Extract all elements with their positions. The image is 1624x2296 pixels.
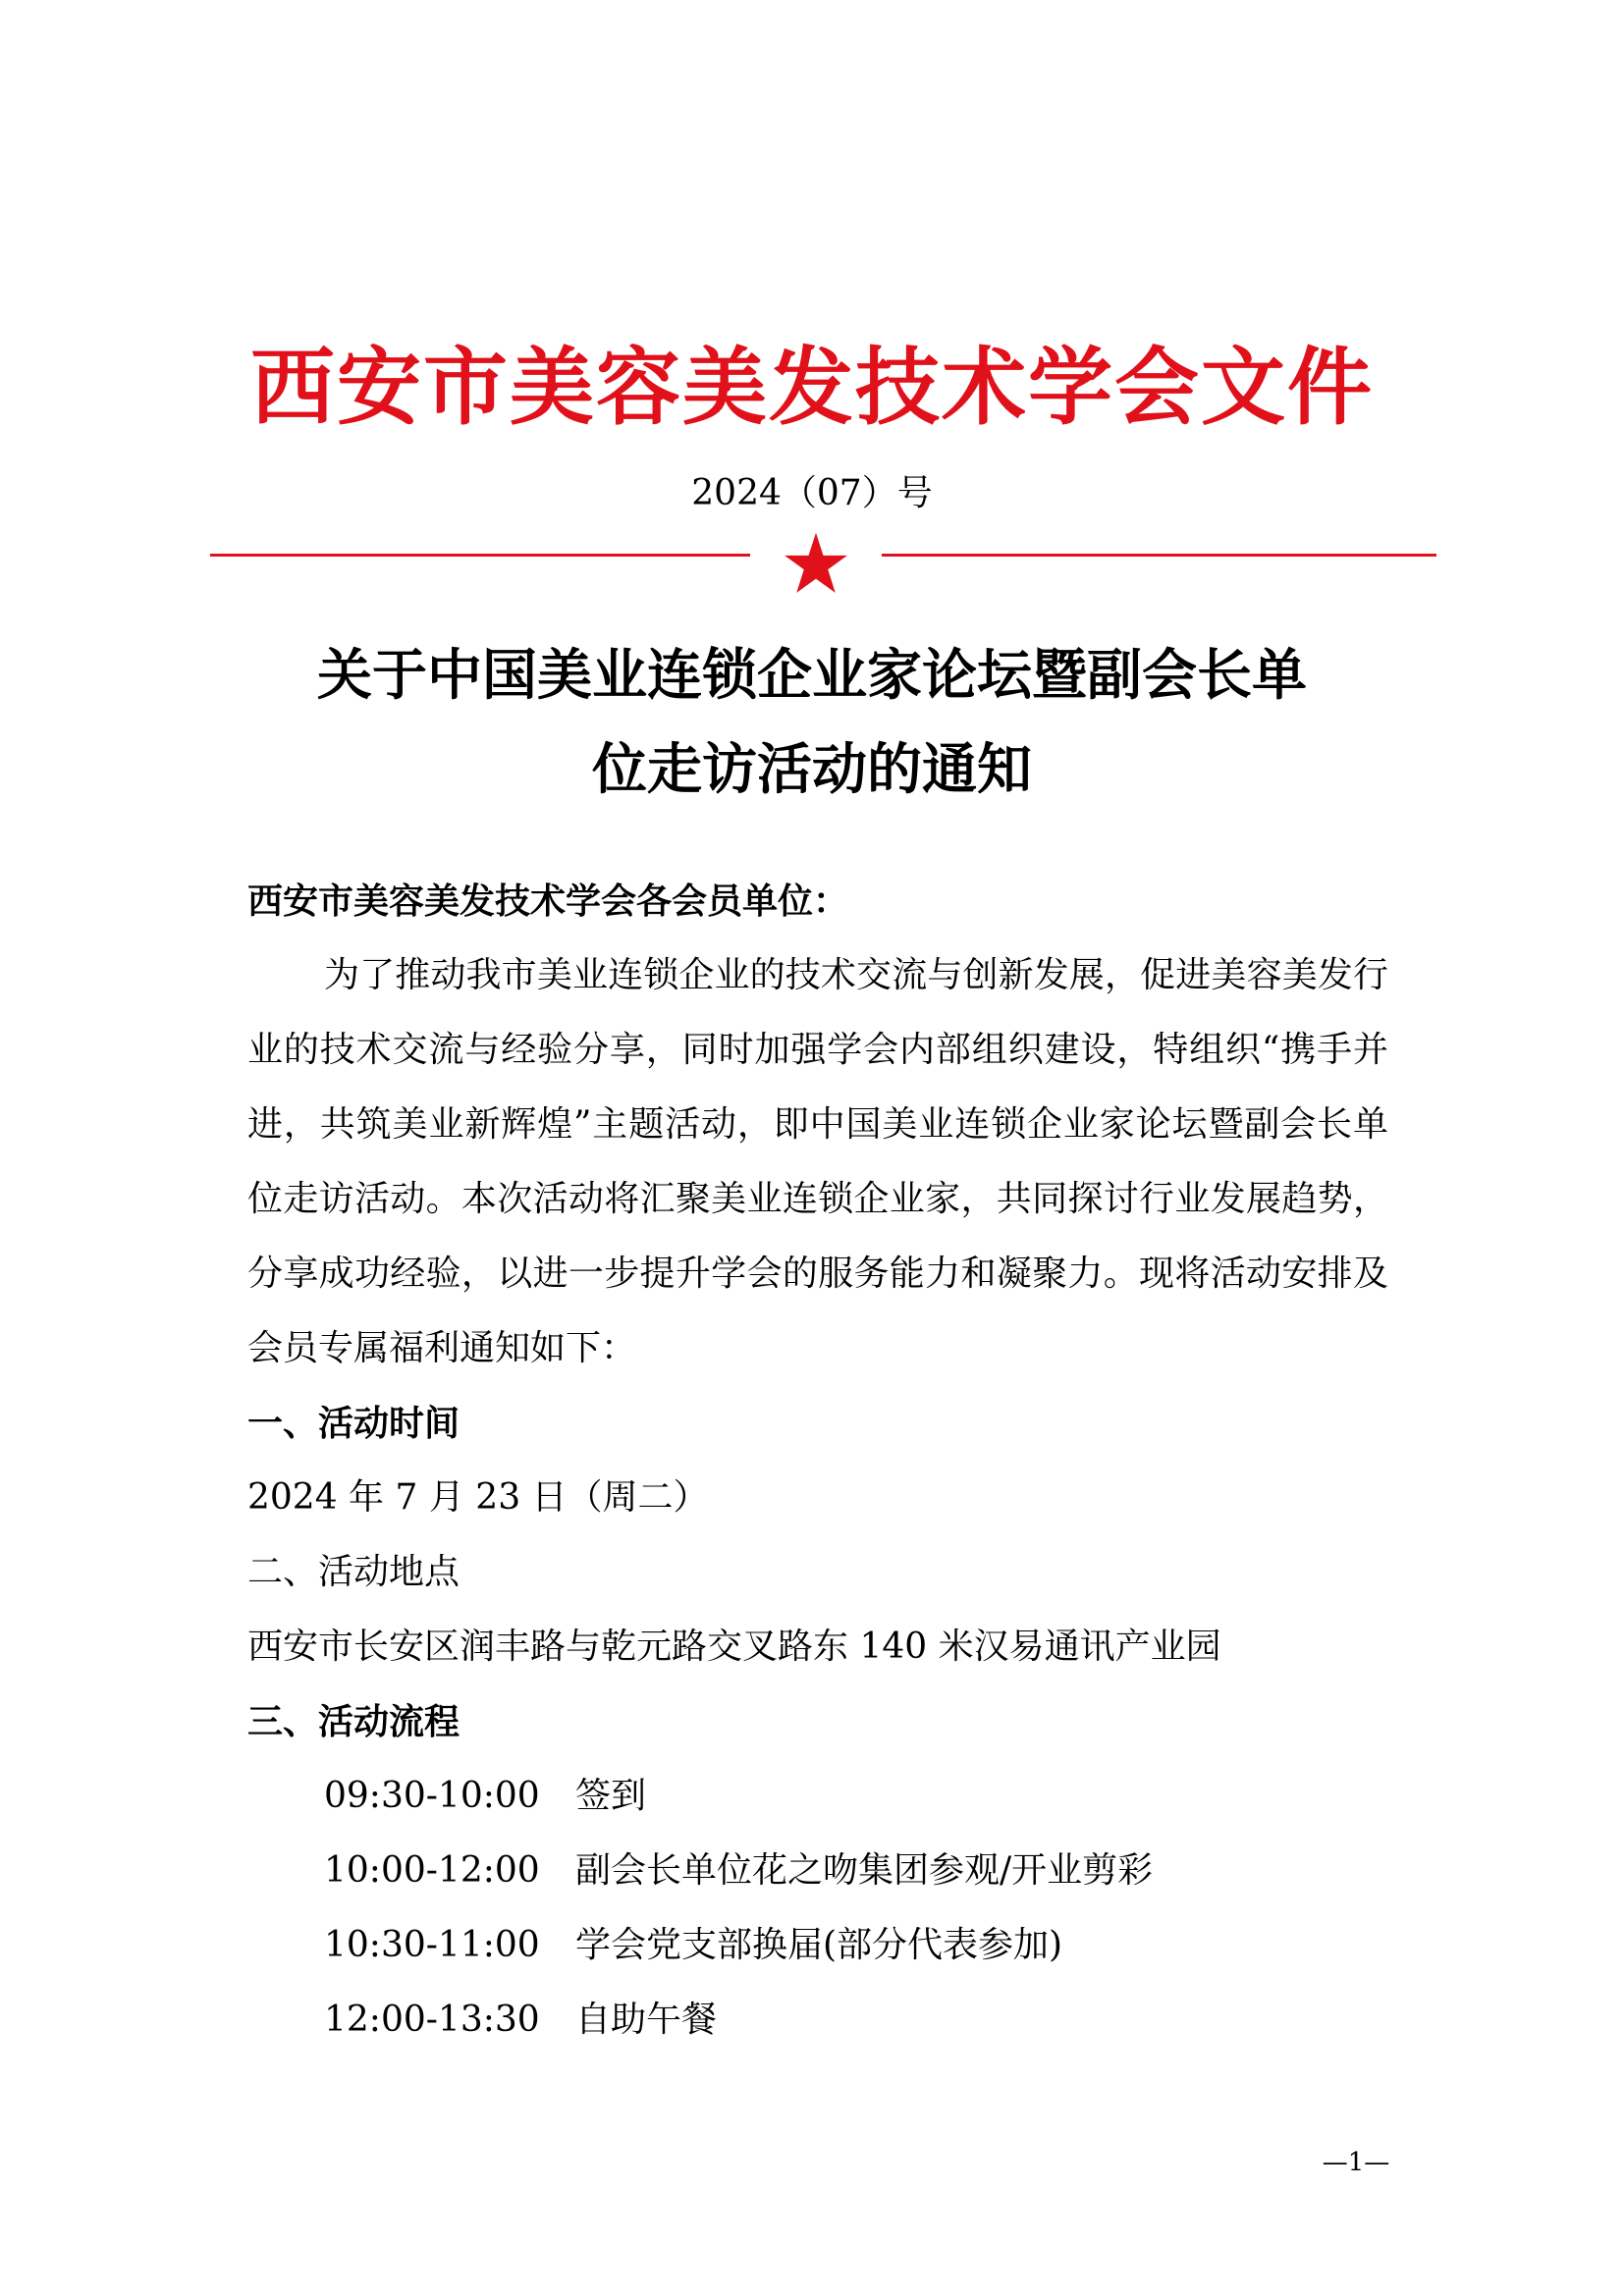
notice-title-line1: 关于中国美业连锁企业家论坛暨副会长单 xyxy=(317,643,1307,708)
schedule-row xyxy=(247,1759,1388,1834)
intro-paragraph: 为了推动我市美业连锁企业的技术交流与创新发展，促进美容美发行业的技术交流与经验分享，同时加强学会内部组织建设，特组织“携手并进，共筑美业新辉煌”主题活动，即中国美业连锁企业家论坛暨副会长单位走访活动。本次活动将汇聚美业连锁企业家，共同探讨行业发展趋势，分享成功经验，以进一步提升学会的服务能力和凝聚力。现将活动安排及会员专属福利通知如下： xyxy=(247,955,1388,1368)
document-header-title: 西安市美容美发技术学会文件 xyxy=(250,338,1374,437)
salutation: 西安市美容美发技术学会各会员单位： xyxy=(247,881,849,922)
page-number: —1— xyxy=(1322,2148,1390,2177)
schedule-item: 学会党支部换届(部分代表参加) xyxy=(575,1925,1063,1965)
header-divider-right xyxy=(882,554,1436,557)
notice-title xyxy=(0,628,1624,817)
section-heading-location: 二、活动地点 xyxy=(247,1552,460,1592)
schedule-item: 副会长单位花之吻集团参观/开业剪彩 xyxy=(575,1850,1154,1891)
schedule-time: 12:00-13:30 xyxy=(324,2000,540,2040)
event-location: 西安市长安区润丰路与乾元路交叉路东 140 米汉易通讯产业园 xyxy=(247,1627,1221,1667)
section-heading-schedule: 三、活动流程 xyxy=(247,1701,460,1742)
schedule-time: 10:30-11:00 xyxy=(324,1925,540,1965)
document-body xyxy=(247,864,1388,2057)
schedule-item: 自助午餐 xyxy=(575,2000,718,2040)
star-icon xyxy=(783,530,849,597)
document-number: 2024（07）号 xyxy=(691,473,933,513)
header-divider-left xyxy=(210,554,750,557)
event-date: 2024 年 7 月 23 日（周二） xyxy=(247,1477,709,1518)
schedule-time: 09:30-10:00 xyxy=(324,1776,540,1816)
schedule-time: 10:00-12:00 xyxy=(324,1850,540,1891)
schedule-row xyxy=(247,1983,1388,2057)
section-heading-time: 一、活动时间 xyxy=(247,1403,460,1444)
schedule-row xyxy=(247,1834,1388,1908)
notice-title-line2: 位走访活动的通知 xyxy=(592,737,1032,802)
schedule-row xyxy=(247,1908,1388,1983)
schedule-list xyxy=(247,1759,1388,2057)
schedule-item: 签到 xyxy=(575,1776,647,1816)
